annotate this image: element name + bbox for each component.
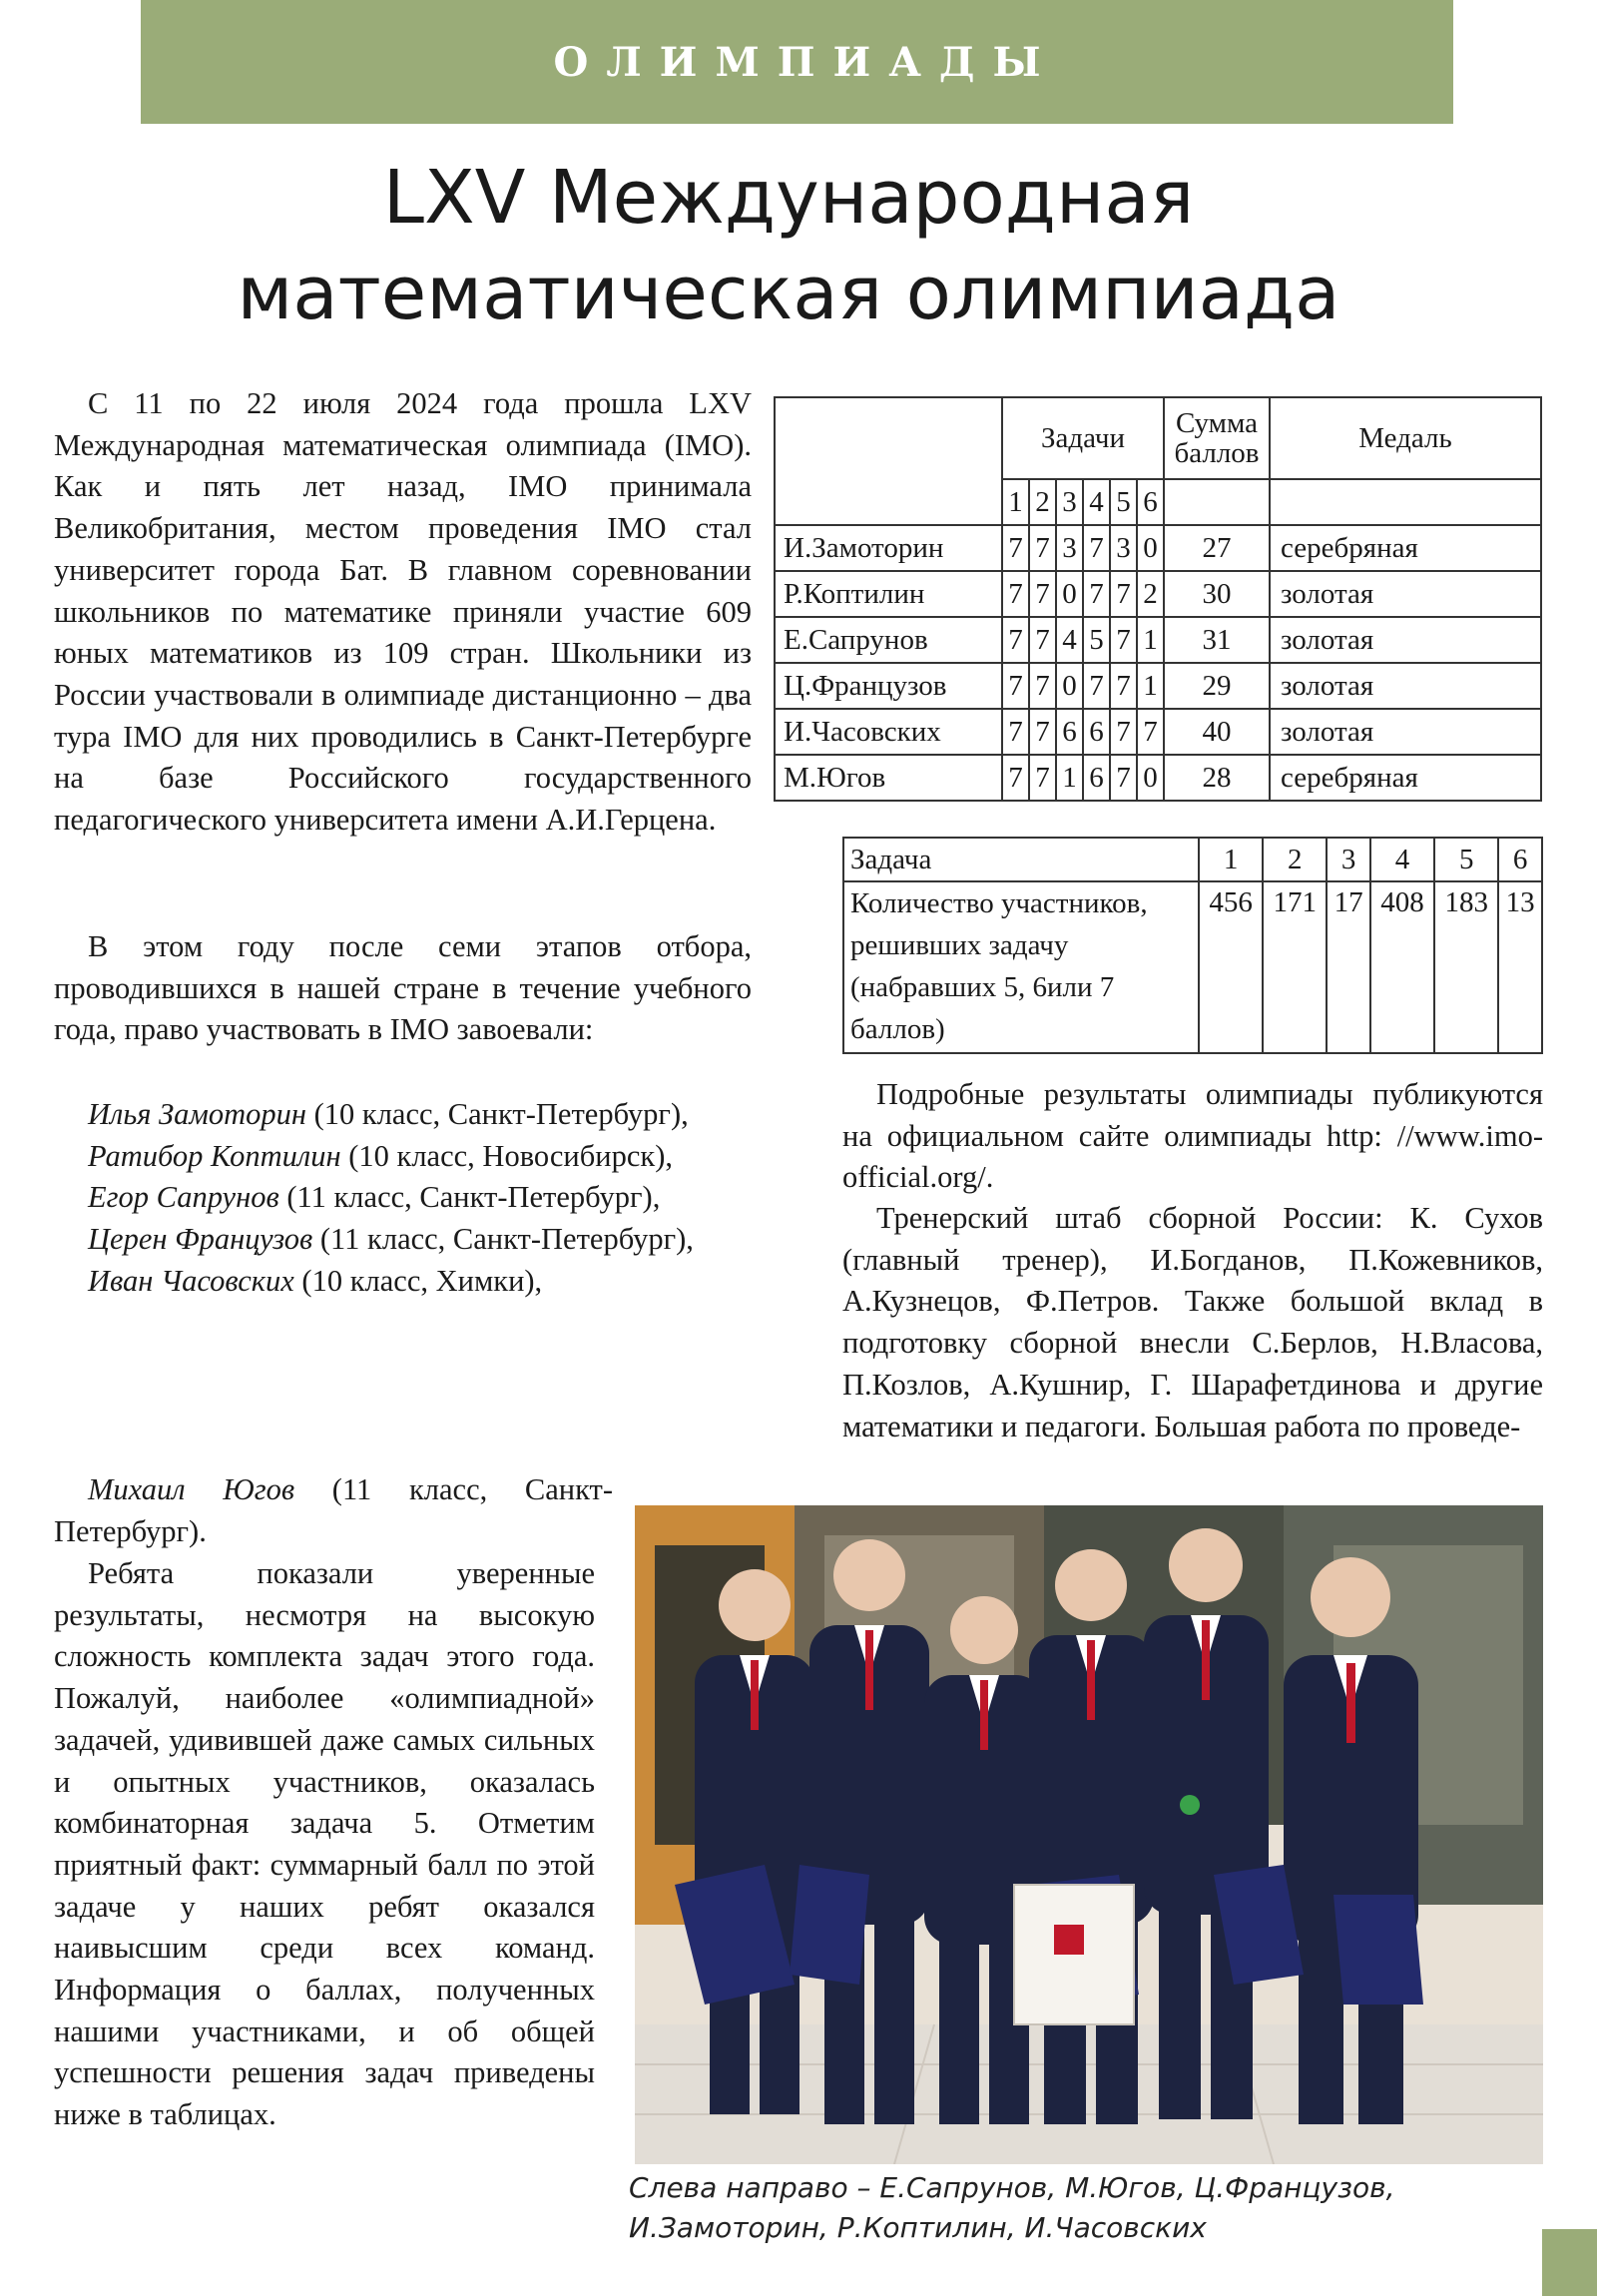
score-cell: 7 <box>1083 571 1110 617</box>
title-line-1: LXV Международная <box>382 155 1195 241</box>
table-row <box>775 709 1541 755</box>
sum-cell: 27 <box>1164 525 1270 571</box>
member-info: (11 класс, Санкт-Петербург). <box>54 1472 613 1548</box>
results-paragraph: Ребята показали уверенные результаты, несмотря на высокую сложность комплекта задач этого года. Пожалуй, наиболее «олимпиадной» задачей, удивившей даже самых сильных и опытных участников, оказалась комбинаторная задача 5. Отметим приятный факт: суммарный балл по этой задаче у наших ребят оказался наивысшим среди всех команд. Информация о баллах, полученных нашими участниками, и об общей успешности решения задач приведены ниже в таблицах. <box>54 1556 595 2132</box>
score-cell: 7 <box>1029 571 1056 617</box>
member-info: (10 класс, Санкт-Петербург), <box>305 1097 689 1131</box>
task-number: 5 <box>1434 838 1498 881</box>
tasks-header: Задачи <box>1002 397 1164 479</box>
count-cell: 13 <box>1498 881 1542 1053</box>
score-cell: 7 <box>1083 525 1110 571</box>
medal-cell: серебряная <box>1270 525 1541 571</box>
task-number: 2 <box>1029 479 1056 525</box>
table-header-row <box>843 838 1542 881</box>
task-number: 4 <box>1370 838 1434 881</box>
count-cell: 17 <box>1327 881 1370 1053</box>
team-photo <box>635 1505 1543 2164</box>
score-cell: 7 <box>1029 663 1056 709</box>
sum-cell: 28 <box>1164 755 1270 801</box>
task-number: 4 <box>1083 479 1110 525</box>
team-member <box>54 1177 752 1219</box>
title-line-2: математическая олимпиада <box>237 251 1340 336</box>
member-name: Егор Сапрунов <box>88 1180 279 1215</box>
coaches-paragraph: Тренерский штаб сборной России: К. Сухов (главный тренер), И.Богданов, П.Кожевников, А.Кузнецов, Ф.Петров. Также большой вклад в подготовку сборной внесли С.Берлов, Н.Власова, П.Козлов, А.Кушнир, Г. Шарафетдинова и другие математики и педагоги. Большая работа по проведе- <box>842 1201 1543 1443</box>
score-cell: 6 <box>1056 709 1083 755</box>
task-number: 3 <box>1056 479 1083 525</box>
score-cell: 1 <box>1137 663 1164 709</box>
score-cell: 7 <box>1002 709 1029 755</box>
member-info: (10 класс, Химки), <box>293 1263 543 1298</box>
score-cell: 7 <box>1029 617 1056 663</box>
score-cell: 0 <box>1137 755 1164 801</box>
score-cell: 7 <box>1029 709 1056 755</box>
sum-header: Сумма баллов <box>1164 397 1270 479</box>
sum-cell: 30 <box>1164 571 1270 617</box>
table-row <box>775 663 1541 709</box>
score-cell: 7 <box>1110 709 1137 755</box>
empty-cell <box>1270 479 1541 525</box>
table-row <box>775 525 1541 571</box>
score-cell: 7 <box>1110 663 1137 709</box>
score-cell: 7 <box>1002 663 1029 709</box>
count-cell: 183 <box>1434 881 1498 1053</box>
table-header-row <box>775 397 1541 479</box>
score-cell: 7 <box>1083 663 1110 709</box>
table-row <box>775 617 1541 663</box>
member-name: Церен Французов <box>88 1222 313 1257</box>
sum-cell: 40 <box>1164 709 1270 755</box>
score-cell: 4 <box>1056 617 1083 663</box>
score-cell: 7 <box>1110 755 1137 801</box>
member-info: (10 класс, Новосибирск), <box>340 1138 673 1173</box>
task-number: 2 <box>1263 838 1327 881</box>
score-cell: 3 <box>1110 525 1137 571</box>
medal-cell: золотая <box>1270 663 1541 709</box>
task-number: 6 <box>1498 838 1542 881</box>
score-cell: 0 <box>1056 663 1083 709</box>
table-row <box>843 881 1542 1053</box>
photo-caption: Слева направо – Е.Сапрунов, М.Югов, Ц.Французов, И.Замоторин, Р.Коптилин, И.Часовских <box>629 2171 1395 2244</box>
count-cell: 171 <box>1263 881 1327 1053</box>
team-photo-illustration <box>635 1505 1543 2164</box>
student-name: И.Замоторин <box>775 525 1002 571</box>
score-cell: 7 <box>1002 617 1029 663</box>
score-cell: 7 <box>1110 571 1137 617</box>
score-cell: 7 <box>1137 709 1164 755</box>
sum-cell: 31 <box>1164 617 1270 663</box>
medal-header: Медаль <box>1270 397 1541 479</box>
task-number: 1 <box>1002 479 1029 525</box>
details-paragraph: Подробные результаты олимпиады публикуются на официальном сайте олимпиады http: //www.imo-official.org/. <box>842 1077 1543 1195</box>
score-cell: 5 <box>1083 617 1110 663</box>
section-banner <box>141 0 1453 124</box>
count-cell: 456 <box>1199 881 1263 1053</box>
score-cell: 2 <box>1137 571 1164 617</box>
intro-paragraph: С 11 по 22 июля 2024 года прошла LXV Международная математическая олимпиада (IMO). Как и пять лет назад, IMO принимала Великобритания, местом проведения IMO стал университет города Бат. В главном соревновании школьников по математике приняли участие 609 юных математиков из 109 стран. Школьники из России участвовали в олимпиаде дистанционно – два тура IMO для них проводились в Санкт-Петербурге на базе Российского государственного педагогического университета имени А.И.Герцена. <box>54 386 752 838</box>
score-cell: 7 <box>1002 755 1029 801</box>
team-member-last <box>54 1469 613 1552</box>
empty-cell <box>1164 479 1270 525</box>
task-number: 5 <box>1110 479 1137 525</box>
score-cell: 1 <box>1137 617 1164 663</box>
student-name: Р.Коптилин <box>775 571 1002 617</box>
score-cell: 7 <box>1002 571 1029 617</box>
member-name: Михаил Югов <box>88 1472 295 1506</box>
task-label: Задача <box>843 838 1199 881</box>
selection-paragraph: В этом году после семи этапов отбора, проводившихся в нашей стране в течение учебного года, право участвовать в IMO завоевали: <box>54 929 752 1047</box>
sum-cell: 29 <box>1164 663 1270 709</box>
member-name: Иван Часовских <box>88 1263 294 1298</box>
corner-cell <box>775 397 1002 525</box>
score-cell: 7 <box>1110 617 1137 663</box>
score-cell: 3 <box>1056 525 1083 571</box>
score-cell: 6 <box>1083 709 1110 755</box>
count-label: Количество участников, решивших задачу (набравших 5, 6или 7 баллов) <box>843 881 1199 1053</box>
table-row <box>775 571 1541 617</box>
member-info: (11 класс, Санкт-Петербург), <box>312 1222 694 1257</box>
team-member <box>54 1136 752 1178</box>
page-corner-tab <box>1542 2229 1597 2296</box>
medal-cell: золотая <box>1270 617 1541 663</box>
medal-cell: золотая <box>1270 571 1541 617</box>
medal-cell: серебряная <box>1270 755 1541 801</box>
score-cell: 0 <box>1137 525 1164 571</box>
team-member <box>54 1094 752 1136</box>
member-info: (11 класс, Санкт-Петербург), <box>278 1180 661 1215</box>
count-cell: 408 <box>1370 881 1434 1053</box>
student-name: Е.Сапрунов <box>775 617 1002 663</box>
student-name: Ц.Французов <box>775 663 1002 709</box>
score-cell: 7 <box>1029 755 1056 801</box>
score-cell: 7 <box>1029 525 1056 571</box>
medal-cell: золотая <box>1270 709 1541 755</box>
table-row <box>775 755 1541 801</box>
task-number: 6 <box>1137 479 1164 525</box>
score-cell: 7 <box>1002 525 1029 571</box>
article-title <box>60 150 1517 341</box>
student-name: М.Югов <box>775 755 1002 801</box>
task-number: 3 <box>1327 838 1370 881</box>
member-name: Ратибор Коптилин <box>88 1138 341 1173</box>
section-label: ОЛИМПИАДЫ <box>553 38 1059 86</box>
student-name: И.Часовских <box>775 709 1002 755</box>
solved-table <box>842 837 1543 1054</box>
score-cell: 6 <box>1083 755 1110 801</box>
team-member <box>54 1261 752 1303</box>
score-cell: 0 <box>1056 571 1083 617</box>
team-member <box>54 1219 752 1261</box>
member-name: Илья Замоторин <box>88 1097 306 1131</box>
team-list <box>54 1094 752 1303</box>
task-number: 1 <box>1199 838 1263 881</box>
score-cell: 1 <box>1056 755 1083 801</box>
results-table <box>774 396 1542 802</box>
